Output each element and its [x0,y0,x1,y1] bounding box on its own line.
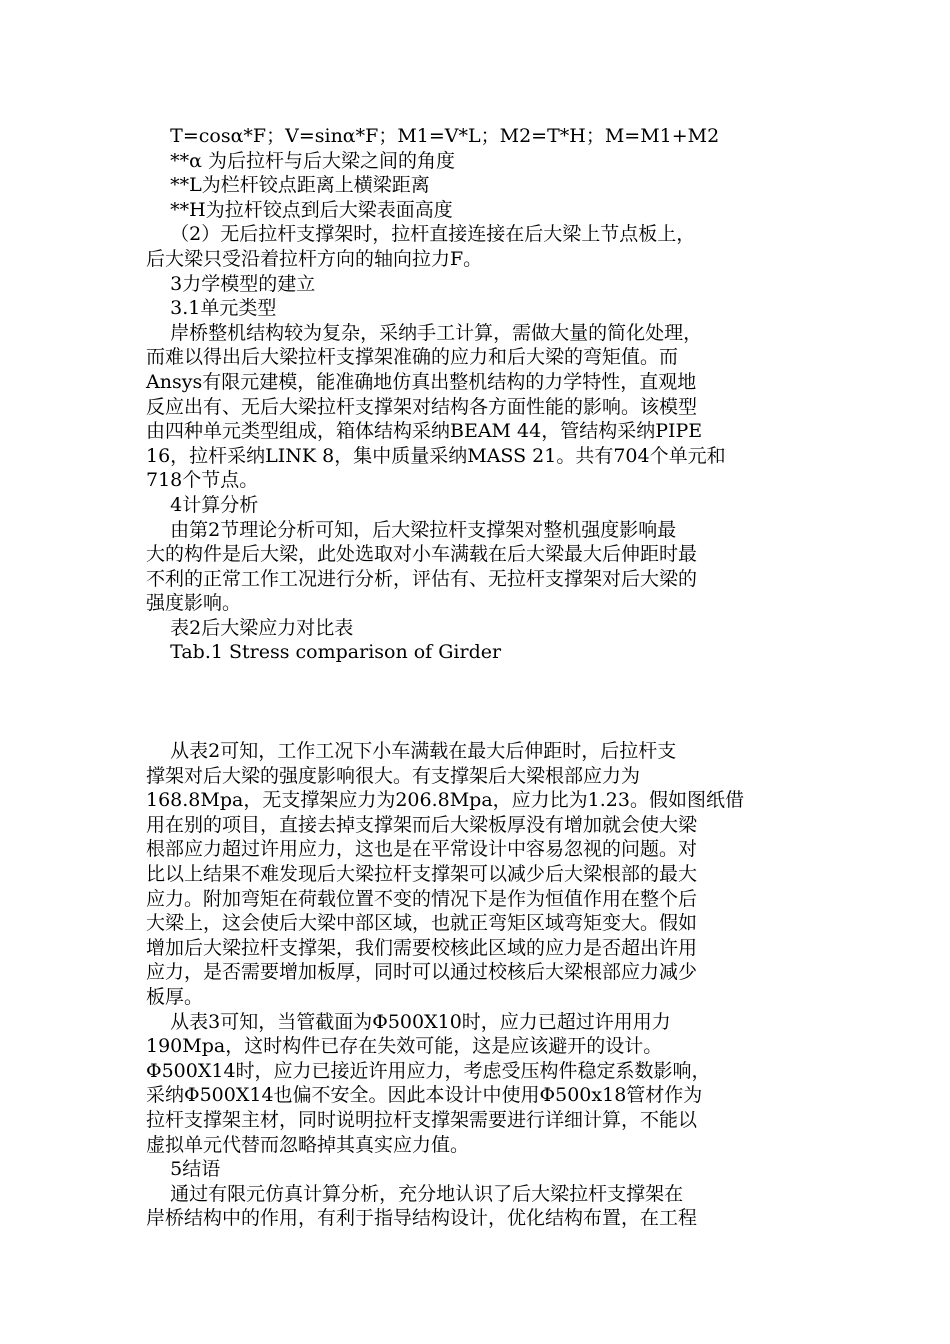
text-line: **L为栏杆铰点距离上横梁距离 [146,174,430,197]
text-line: 虚拟单元代替而忽略掉其真实应力值。 [146,1133,470,1156]
text-line: Tab.1 Stress comparison of Girder [146,641,502,664]
text-line: Φ500X14时，应力已接近许用应力，考虑受压构件稳定系数影响， [146,1059,711,1082]
text-line: 718个节点。 [146,469,259,492]
text-line: 16，拉杆采纳LINK 8，集中质量采纳MASS 21。共有704个单元和 [146,444,726,467]
text-line: 3力学模型的建立 [146,272,316,295]
text-line: 用在别的项目，直接去掉支撑架而后大梁板厚没有增加就会使大梁 [146,813,698,836]
text-line: 3.1单元类型 [146,297,277,320]
text-line: 表2后大梁应力对比表 [146,616,354,639]
text-line: 不利的正常工作工况进行分析，评估有、无拉杆支撑架对后大梁的 [146,567,698,590]
text-line: 岸桥结构中的作用，有利于指导结构设计，优化结构布置，在工程 [146,1207,698,1230]
text-line: （2）无后拉杆支撑架时，拉杆直接连接在后大梁上节点板上， [146,223,696,246]
table-placeholder-gap [146,665,806,739]
text-line: 采纳Φ500X14也偏不安全。因此本设计中使用Φ500x18管材作为 [146,1084,703,1107]
text-block-bottom [146,739,806,1231]
text-line: 反应出有、无后大梁拉杆支撑架对结构各方面性能的影响。该模型 [146,395,698,418]
text-line: 应力，是否需要增加板厚，同时可以通过校核后大梁根部应力减少 [146,961,698,984]
text-line: 根部应力超过许用应力，这也是在平常设计中容易忽视的问题。对 [146,838,698,861]
text-line: 4计算分析 [146,493,259,516]
text-line: **H为拉杆铰点到后大梁表面高度 [146,198,453,221]
text-line: 由四种单元类型组成，箱体结构采纳BEAM 44，管结构采纳PIPE [146,420,703,443]
text-line: 增加后大梁拉杆支撑架，我们需要校核此区域的应力是否超出许用 [146,936,698,959]
text-line: 5结语 [146,1158,221,1181]
text-line: 大梁上，这会使后大梁中部区域，也就正弯矩区域弯矩变大。假如 [146,912,698,935]
text-line: 通过有限元仿真计算分析，充分地认识了后大梁拉杆支撑架在 [146,1182,684,1205]
document-body [146,124,806,1231]
text-line: **α 为后拉杆与后大梁之间的角度 [146,149,456,172]
text-line: 拉杆支撑架主材，同时说明拉杆支撑架需要进行详细计算，不能以 [146,1108,698,1131]
text-line: 后大梁只受沿着拉杆方向的轴向拉力F。 [146,247,483,270]
text-line: 190Mpa，这时构件已存在失效可能，这是应该避开的设计。 [146,1035,663,1058]
text-line: 从表2可知，工作工况下小车满载在最大后伸距时，后拉杆支 [146,740,677,763]
text-line: 应力。附加弯矩在荷载位置不变的情况下是作为恒值作用在整个后 [146,887,698,910]
text-line: 而难以得出后大梁拉杆支撑架准确的应力和后大梁的弯矩值。而 [146,346,679,369]
text-line: 大的构件是后大梁，此处选取对小车满载在后大梁最大后伸距时最 [146,543,698,566]
text-line: 168.8Mpa，无支撑架应力为206.8Mpa，应力比为1.23。假如图纸借 [146,789,744,812]
text-line: 撑架对后大梁的强度影响很大。有支撑架后大梁根部应力为 [146,764,641,787]
text-line: 由第2节理论分析可知，后大梁拉杆支撑架对整机强度影响最 [146,518,677,541]
text-line: 强度影响。 [146,592,242,615]
text-line: 岸桥整机结构较为复杂，采纳手工计算，需做大量的简化处理， [146,321,703,344]
text-line: 板厚。 [146,986,204,1008]
text-line: T=cosα*F；V=sinα*F；M1=V*L；M2=T*H；M=M1+M2 [146,125,720,147]
text-line: Ansys有限元建模，能准确地仿真出整机结构的力学特性，直观地 [146,370,697,393]
text-block-top [146,124,806,665]
text-line: 从表3可知，当管截面为Φ500X10时，应力已超过许用用力 [146,1010,671,1033]
text-line: 比以上结果不难发现后大梁拉杆支撑架可以减少后大梁根部的最大 [146,863,698,886]
